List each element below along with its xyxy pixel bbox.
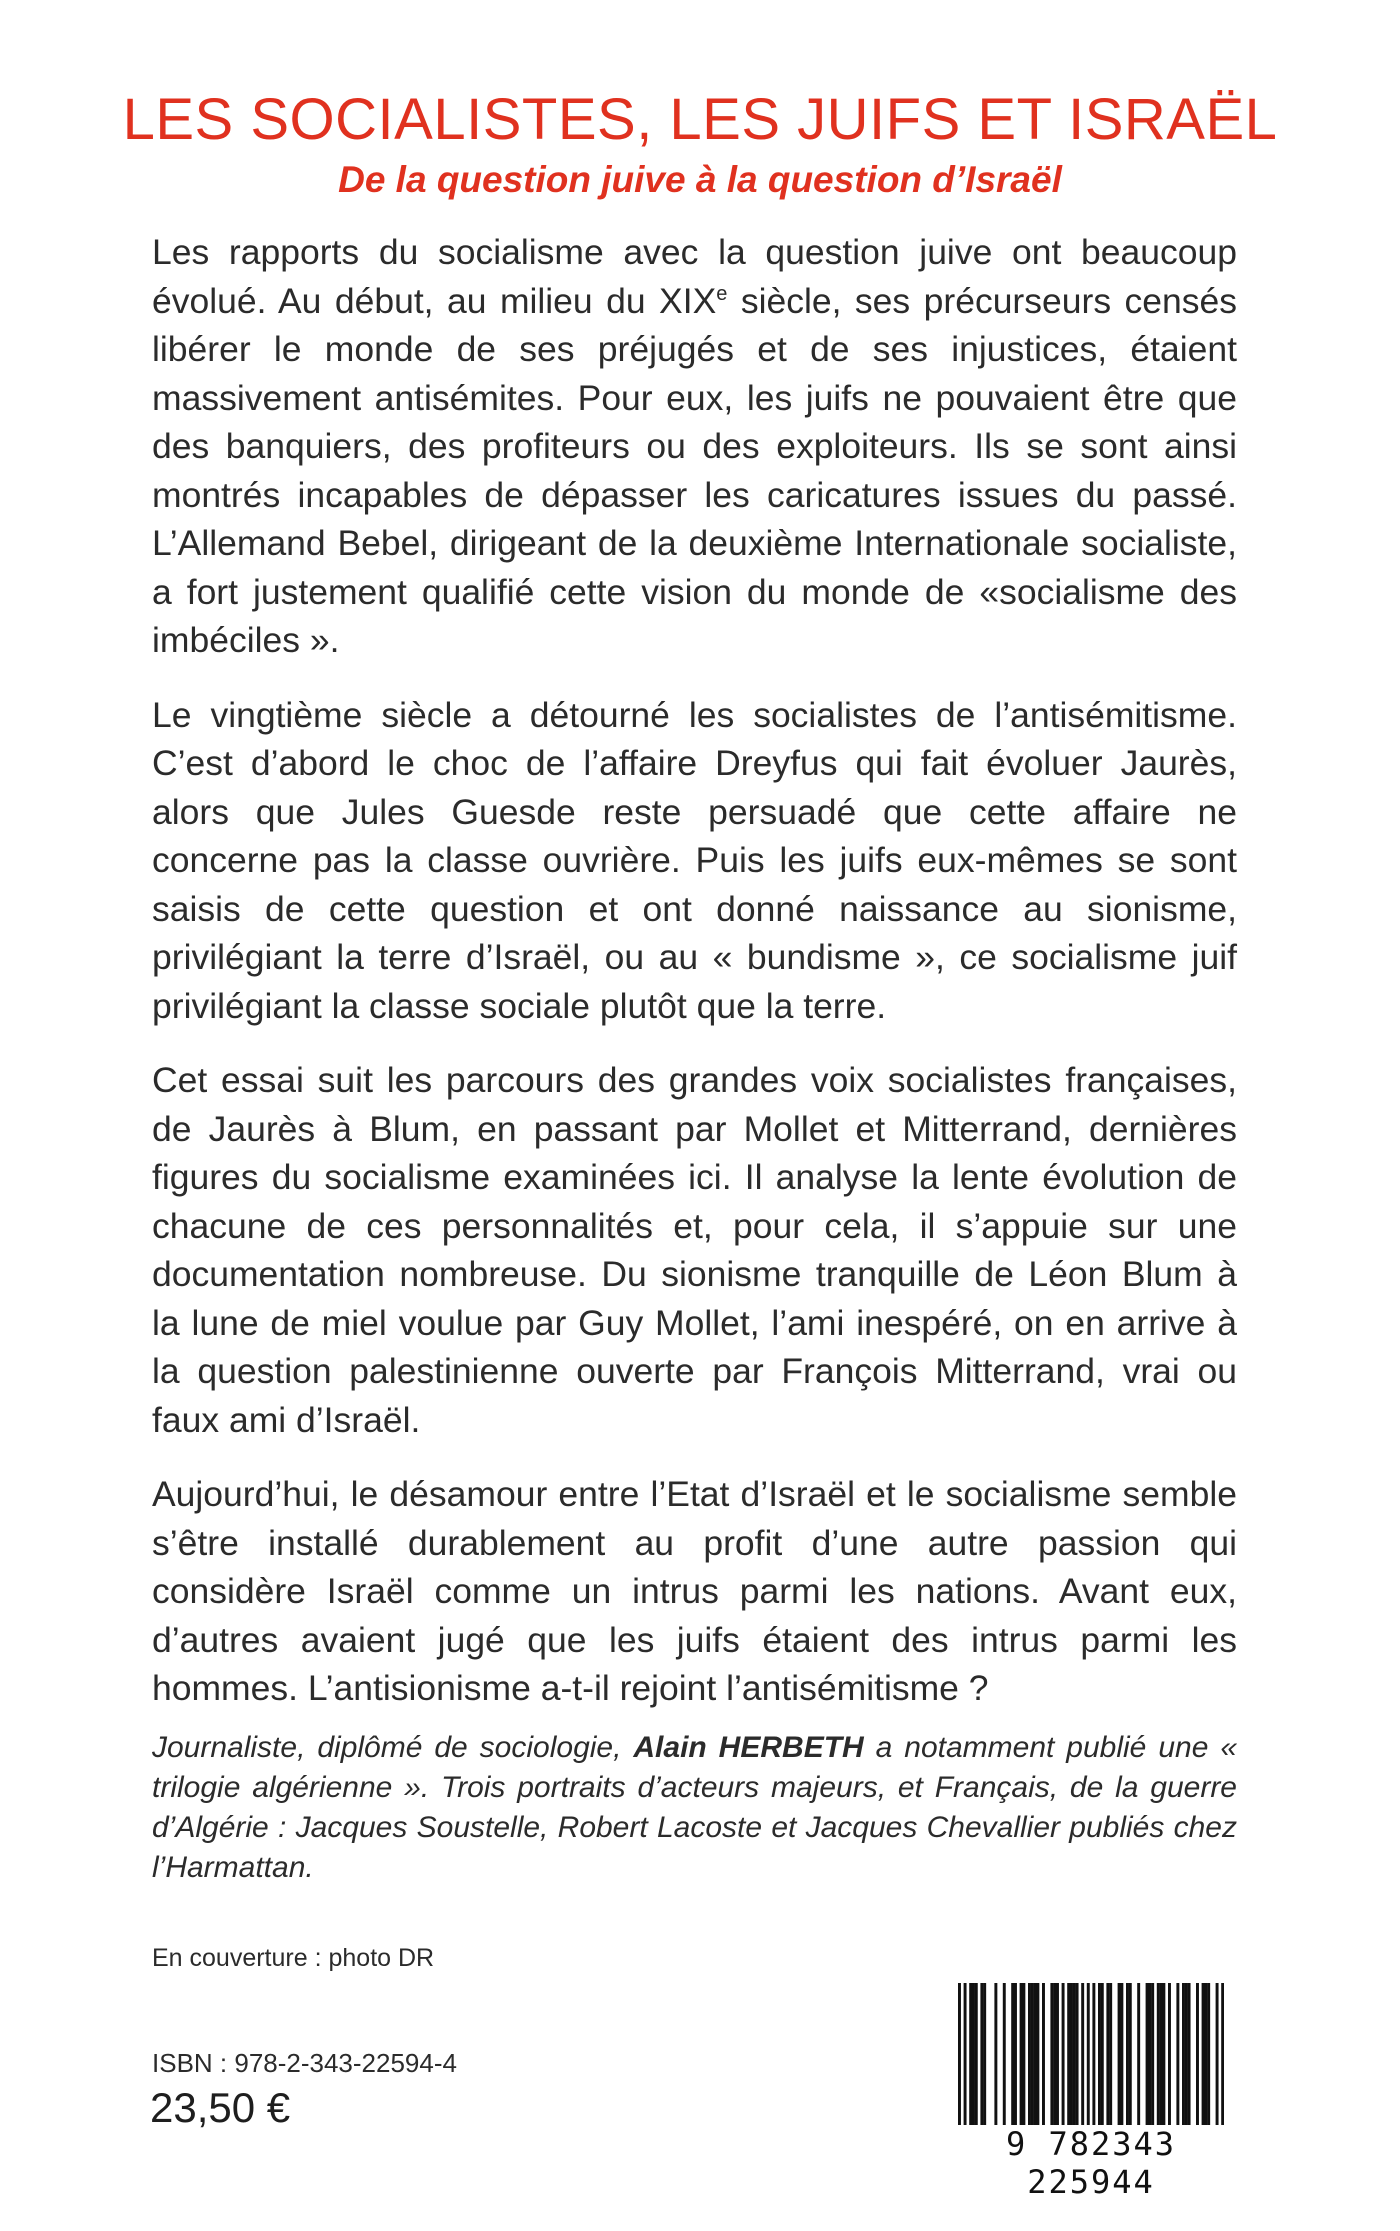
blurb-paragraph-1: Les rapports du socialisme avec la question juive ont beaucoup évolué. Au début, au milieu du XIXe siècle, ses précurseurs censés libérer le monde de ses préjugés et de ses injustices, étaient massivement antisémites. Pour eux, les juifs ne pouvaient être que des banquiers, des profiteurs ou des exploiteurs. Ils se sont ainsi montrés incapables de dépasser les caricatures issues du passé. L’Allemand Bebel, dirigeant de la deuxième Internationale socialiste, a fort justement qualifié cette vision du monde de «socialisme des imbéciles ». [152, 232, 1238, 660]
blurb-paragraph-4: Aujourd’hui, le désamour entre l’Etat d’Israël et le socialisme semble s’être installé durablement au profit d’une autre passion qui considère Israël comme un intrus parmi les nations. Avant eux, d’autres avaient jugé que les juifs étaient des intrus parmi les hommes. L’antisionisme a-t-il rejoint l’antisémitisme ? [152, 1474, 1237, 1708]
book-title: LES SOCIALISTES, LES JUIFS ET ISRAËL [122, 87, 1278, 152]
back-cover-blurb [152, 228, 1237, 1739]
author-bio: Journaliste, diplômé de sociologie, Alain HERBETH a notamment publié une « trilogie algérienne ». Trois portraits d’acteurs majeurs, et Français, de la guerre d’Algérie : Jacques Soustelle, Robert Lacoste et Jacques Chevallier publiés chez l’Harmattan. [152, 1731, 1238, 1884]
author-name: Alain HERBETH [633, 1731, 864, 1764]
barcode-digits: 9 782343 225944 [958, 2125, 1224, 2201]
cover-credit: En couverture : photo DR [152, 1944, 435, 1972]
blurb-paragraph-2: Le vingtième siècle a détourné les socialistes de l’antisémitisme. C’est d’abord le choc de l’affaire Dreyfus qui fait évoluer Jaurès, alors que Jules Guesde reste persuadé que cette affaire ne concerne pas la classe ouvrière. Puis les juifs eux-mêmes se sont saisis de cette question et ont donné naissance au sionisme, privilégiant la terre d’Israël, ou au « bundisme », ce socialisme juif privilégiant la classe sociale plutôt que la terre. [152, 694, 1237, 1026]
price: 23,50 € [150, 2084, 291, 2131]
book-subtitle: De la question juive à la question d’Israël [338, 159, 1062, 200]
isbn-label: ISBN : 978-2-343-22594-4 [152, 2048, 457, 2078]
blurb-paragraph-3: Cet essai suit les parcours des grandes voix socialistes françaises, de Jaurès à Blum, en passant par Mollet et Mitterrand, dernières figures du socialisme examinées ici. Il analyse la lente évolution de chacune de ces personnalités et, pour cela, il s’appuie sur une documentation nombreuse. Du sionisme tranquille de Léon Blum à la lune de miel voulue par Guy Mollet, l’ami inespéré, on en arrive à la question palestinienne ouverte par François Mitterrand, vrai ou faux ami d’Israël. [152, 1060, 1237, 1440]
